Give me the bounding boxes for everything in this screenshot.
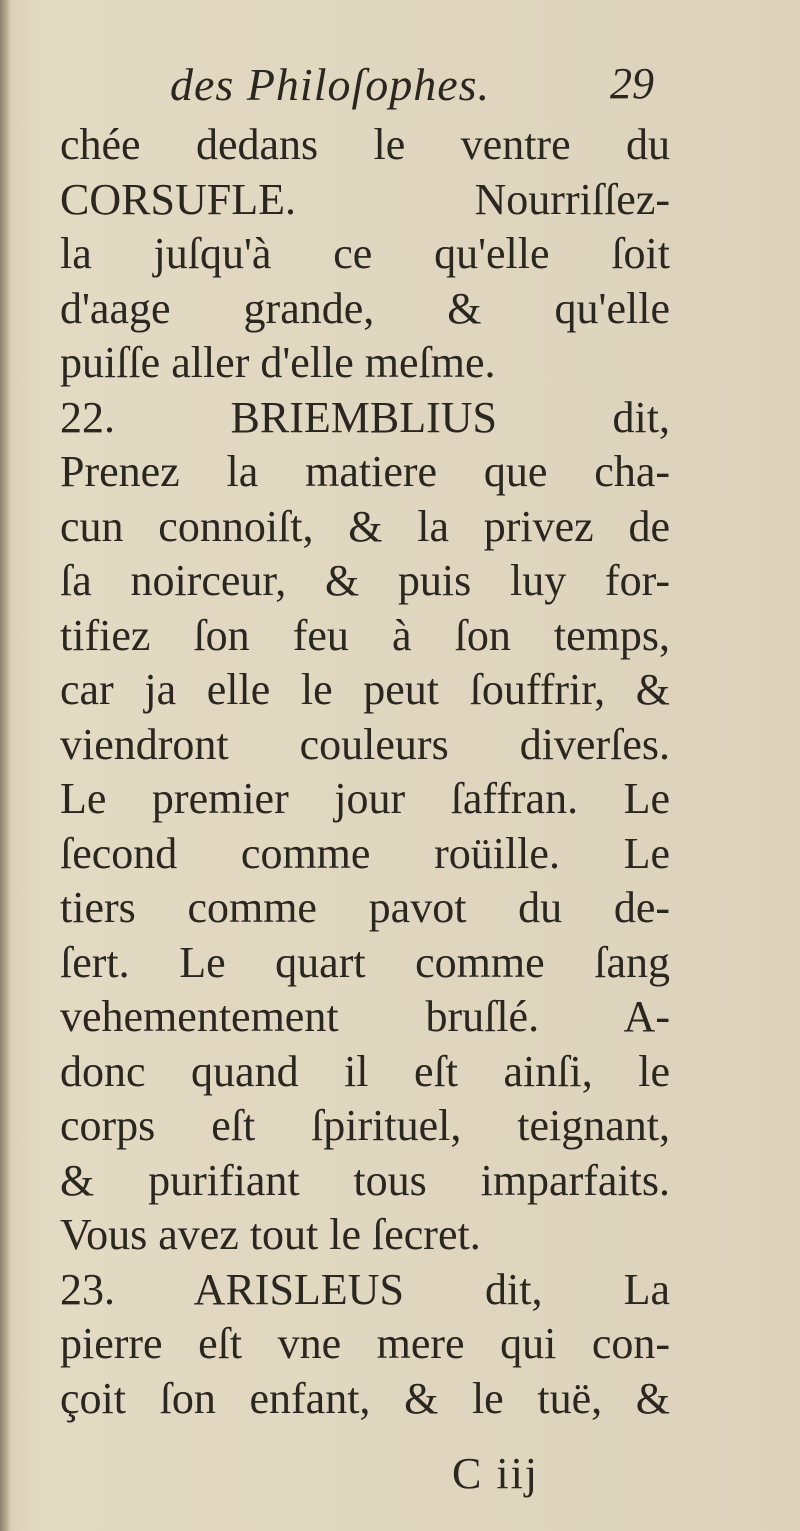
running-title: des Philoſophes.	[170, 59, 491, 110]
text-line: 23. ARISLEUS dit, La	[60, 1264, 670, 1314]
page-number: 29	[610, 59, 654, 108]
text-line: çoit ſon enfant, & le tuë, &	[60, 1373, 670, 1423]
text-line: Vous avez tout le ſecret.	[60, 1210, 481, 1259]
text-line: ſert. Le quart comme ſang	[60, 937, 670, 987]
text-line: donc quand il eſt ainſi, le	[60, 1046, 670, 1096]
text-line: ſecond comme roüille. Le	[60, 828, 670, 878]
text-line: tifiez ſon feu à ſon temps,	[60, 610, 670, 660]
text-line: la juſqu'à ce qu'elle ſoit	[60, 229, 670, 278]
text-line: ſa noirceur, & puis luy for-	[60, 556, 670, 605]
text-line: & purifiant tous imparfaits.	[60, 1155, 670, 1205]
text-line: d'aage grande, & qu'elle	[60, 283, 670, 333]
body-text	[60, 118, 670, 1426]
page-header	[170, 58, 690, 118]
text-line: chée dedans le ventre du	[60, 120, 670, 169]
text-line: corps eſt ſpirituel, teignant,	[60, 1101, 670, 1150]
text-line: car ja elle le peut ſouffrir, &	[60, 665, 670, 714]
text-line: 22. BRIEMBLIUS dit,	[60, 392, 670, 442]
text-line: vehementement bruſlé. A-	[60, 992, 670, 1041]
text-line: tiers comme pavot du de-	[60, 883, 670, 932]
text-line: puiſſe aller d'elle meſme.	[60, 338, 496, 387]
text-line: pierre eſt vne mere qui con-	[60, 1319, 670, 1368]
text-line: Le premier jour ſaffran. Le	[60, 774, 670, 823]
text-line: Prenez la matiere que cha-	[60, 447, 670, 496]
catchword-signature: C iij	[452, 1449, 540, 1498]
text-line: cun connoiſt, & la privez de	[60, 501, 670, 551]
page-gutter-shadow	[0, 0, 10, 1531]
text-line: CORSUFLE. Nourriſſez-	[60, 174, 670, 224]
text-line: viendront couleurs diverſes.	[60, 719, 670, 769]
